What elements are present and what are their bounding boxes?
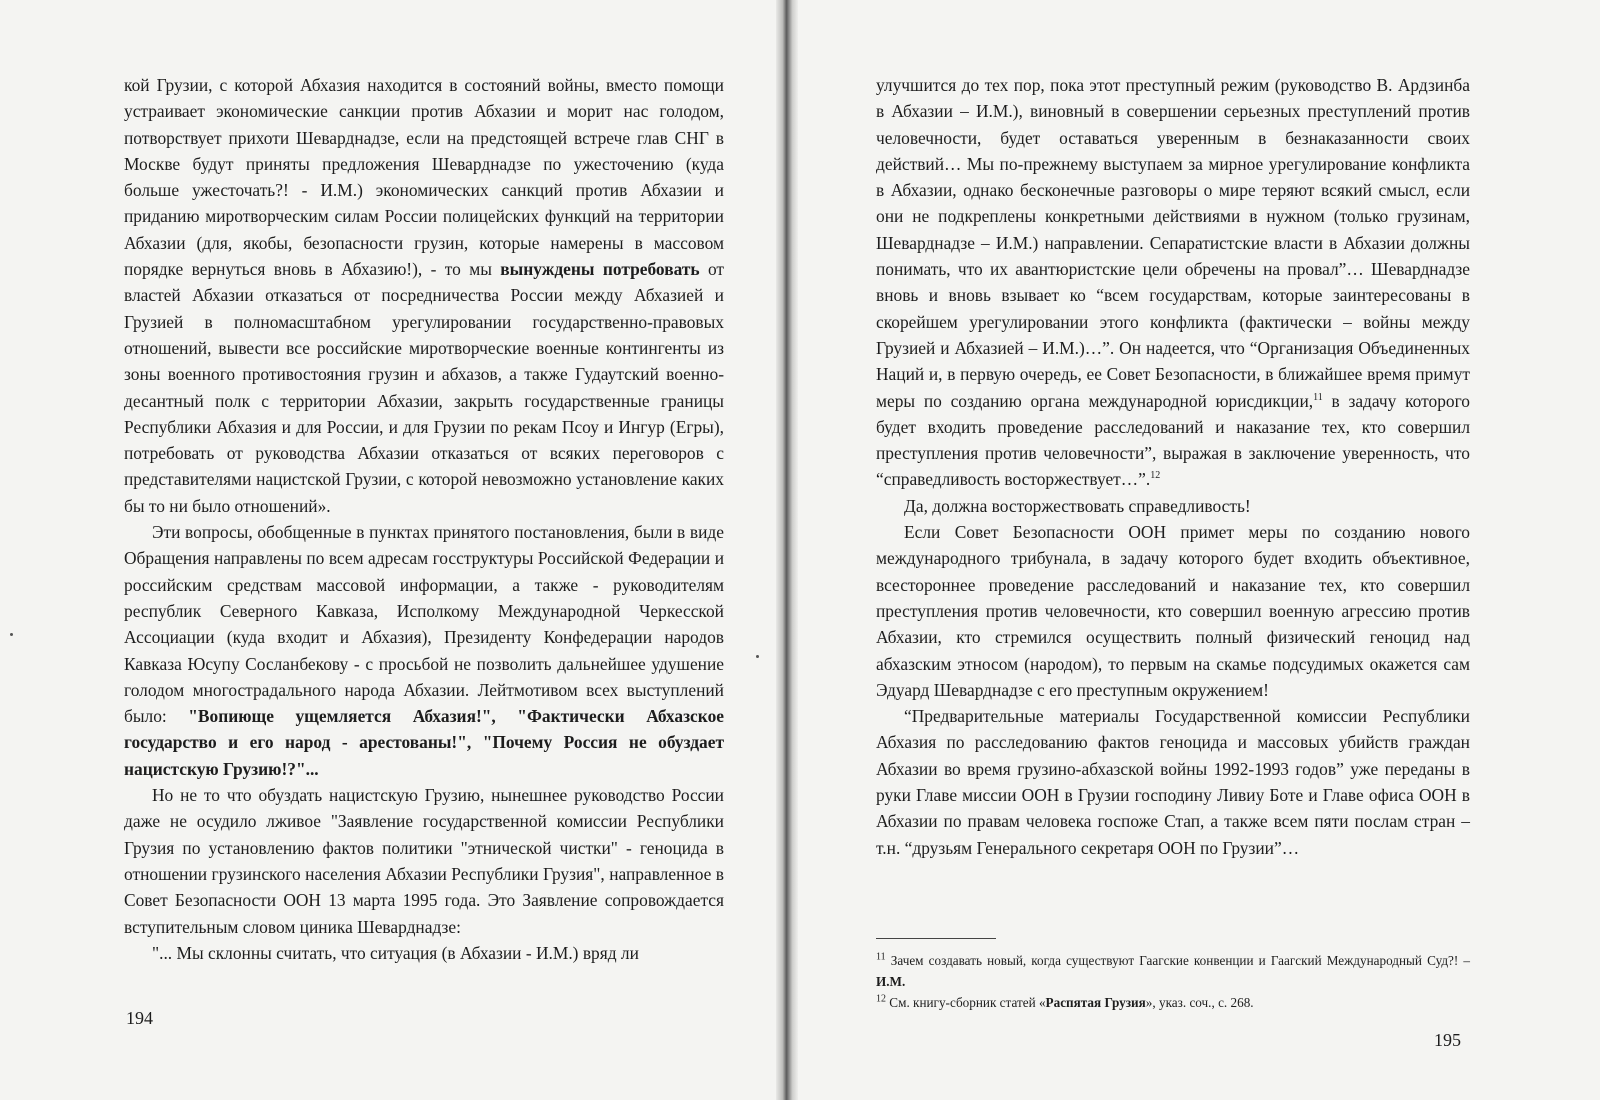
text-run: от властей Абхазии отказаться от посредничества России между Абхазией и Грузией в полномасштабном урегулировании государственно-правовых отношений, вывести все российские миротворческие военные контингенты из зоны военного противостояния грузин и абхазов, а также Гудаутский военно-десантный полк с территории Абхазии, закрыть государственные границы Республики Абхазия и для России, и для Грузии по рекам Псоу и Ингур (Егры), потребовать от руководства Абхазии отказаться от всяких переговоров с представителями нацистской Грузии, с которой невозможно установление каких бы то ни было отношений». <box>124 259 725 516</box>
footnote-ref: 12 <box>1150 470 1161 482</box>
footnote <box>876 950 1470 992</box>
paragraph <box>876 72 1470 493</box>
text-run: кой Грузии, с которой Абхазия находится в состояний войны, вместо помощи устраивает экономические санкции против Абхазии и морит нас голодом, потворствует прихоти Шеварднадзе, если на предстоящей встрече глав СНГ в Москве будут приняты предложения Шеварднадзе по ужесточению (куда больше ужесточать?! - И.М.) экономических санкций против Абхазии и приданию миротворческим силам России полицейских функций на территории Абхазии (для, якобы, безопасности грузин, которые намерены в массовом порядке вернуться вновь в Абхазию!), - то мы <box>124 75 724 280</box>
text-run: “Предварительные материалы Государственной комиссии Республики Абхазия по расследованию фактов геноцида и массовых убийств граждан Абхазии во время грузино-абхазской войны 1992-1993 годов” уже переданы в руки Главе миссии ООН в Грузии господину Ливиу Боте и Главе офиса ООН в Абхазии по правам человека госпоже Стап, а также всем пяти послам стран – т.н. “друзьям Генерального секретаря ООН по Грузии”… <box>876 706 1470 858</box>
footnote-ref: 12 <box>876 993 886 1005</box>
paragraph <box>124 519 724 782</box>
text-run: Да, должна восторжествовать справедливость! <box>904 495 1251 516</box>
text-run: Зачем создавать новый, когда существуют Гаагские конвенции и Гаагский Международный Суд?! – <box>885 953 1470 968</box>
text-run: Эти вопросы, обобщенные в пунктах принятого постановления, были в виде Обращения направлены по всем адресам госструктуры Российской Федерации и российским средствам массовой информации, а также - руководителям республик Северного Кавказа, Исполкому Международной Черкесской Ассоциации (куда входит и Абхазия), Президенту Конфедерации народов Кавказа Юсупу Сосланбекову - с просьбой не позволить дальнейшее удушение голодом многострадального народа Абхазии. Лейтмотивом всех выступлений было: <box>124 522 724 727</box>
left-page-number: 194 <box>126 1008 153 1028</box>
bold-text-run: вынуждены потребовать <box>500 259 700 280</box>
footnote-ref: 11 <box>1313 391 1323 403</box>
right-page-number: 195 <box>1434 1030 1461 1050</box>
paragraph <box>876 703 1470 861</box>
scan-speck <box>10 633 13 636</box>
right-page-text <box>876 72 1470 861</box>
paragraph <box>876 519 1470 703</box>
footnote-ref: 11 <box>876 951 886 963</box>
paragraph <box>124 782 724 940</box>
footnotes <box>876 950 1470 1013</box>
left-page-text <box>124 72 724 966</box>
bold-text-run: "Вопиюще ущемляется Абхазия!", "Фактически Абхазское государство и его народ - арестованы!", "Почему Россия не обуздает нацистскую Грузию!?"... <box>124 706 724 779</box>
text-run: См. книгу-сборник статей « <box>886 995 1046 1010</box>
text-run: "... Мы склонны считать, что ситуация (в Абхазии - И.М.) вряд ли <box>152 942 639 963</box>
bold-text-run: Распятая Грузия <box>1045 995 1146 1010</box>
footnote <box>876 992 1470 1013</box>
text-run: », указ. соч., с. 268. <box>1145 995 1254 1010</box>
paragraph <box>876 493 1470 519</box>
footnote-divider <box>876 938 996 939</box>
text-run: улучшится до тех пор, пока этот преступный режим (руководство В. Ардзинба в Абхазии – И.М.), виновный в совершении серьезных преступлений против человечности, будет оставаться уверенным в безнаказанности своих действий… Мы по-прежнему выступаем за мирное урегулирование конфликта в Абхазии, однако бесконечные разговоры о мире теряют всякий смысл, если они не подкреплены конкретными действиями в нужном (только грузинам, Шеварднадзе – И.М.) направлении. Сепаратистские власти в Абхазии должны понимать, что их авантюристские цели обречены на провал”… Шеварднадзе вновь и вновь взывает ко “всем государствам, которые заинтересованы в скорейшем урегулировании этого конфликта (фактически – войны между Грузией и Абхазией – И.М.)…”. Он надеется, что “Организация Объединенных Наций и, в первую очередь, ее Совет Безопасности, в ближайшее время примут меры по созданию органа международной юрисдикции, <box>876 75 1470 411</box>
text-run: в задачу которого будет входить проведение расследований и наказание тех, кто совершил преступления против человечности”, выражая в заключение уверенность, что “справедливость восторжествует…”. <box>876 390 1470 490</box>
book-gutter <box>776 0 798 1100</box>
paragraph <box>124 72 724 519</box>
text-run: Но не то что обуздать нацистскую Грузию, нынешнее руководство России даже не осудило лживое "Заявление государственной комиссии Республики Грузия по установлению фактов политики "этнической чистки" - геноцида в отношении грузинского населения Абхазии Республики Грузия", направленное в Совет Безопасности ООН 13 марта 1995 года. Это Заявление сопровождается вступительным словом циника Шеварднадзе: <box>124 785 724 937</box>
text-run: Если Совет Безопасности ООН примет меры по созданию нового международного трибунала, в задачу которого будет входить объективное, всестороннее проведение расследований и наказание тех, кто совершил преступления против человечности, кто совершил военную агрессию против Абхазии, кто стремился осуществить полный физический геноцид над абхазским этносом (народом), то первым на скамье подсудимых окажется сам Эдуард Шеварднадзе с его преступным окружением! <box>876 522 1470 700</box>
scan-speck <box>756 655 759 658</box>
paragraph <box>124 940 724 966</box>
bold-text-run: И.М. <box>876 974 906 989</box>
